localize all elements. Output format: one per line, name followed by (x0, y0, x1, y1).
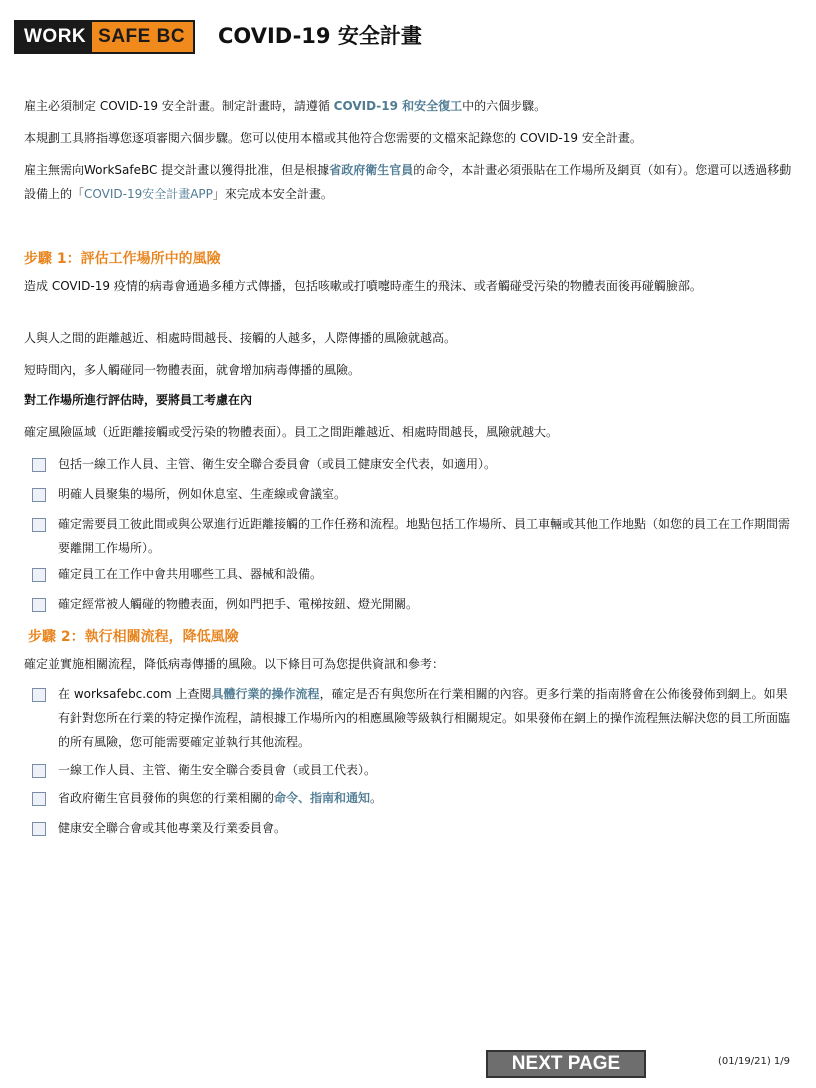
logo-safebc-text: SAFE BC (92, 22, 193, 52)
checkbox[interactable] (32, 488, 46, 502)
checkbox[interactable] (32, 764, 46, 778)
step2-checklist-item: 一線工作人員、主管、衛生安全聯合委員會（或員工代表）。 (32, 758, 792, 782)
step1-checklist-item: 明確人員聚集的場所，例如休息室、生產線或會議室。 (32, 482, 792, 506)
step1-checklist-item: 包括一線工作人員、主管、衛生安全聯合委員會（或員工健康安全代表，如適用）。 (32, 452, 792, 476)
step2-checklist-item: 健康安全聯合會或其他專業及行業委員會。 (32, 816, 792, 840)
logo (14, 20, 195, 54)
intro-paragraph-3: 雇主無需向WorkSafeBC 提交計畫以獲得批准，但是根據省政府衛生官員的命令，本計畫必須張貼在工作場所及網頁（如有）。您還可以透過移動設備上的「COVID-19安全計畫APP」來完成本安全計畫。 (24, 163, 792, 201)
checkbox[interactable] (32, 792, 46, 806)
intro-paragraph-2: 本規劃工具將指導您逐項審閱六個步驟。您可以使用本檔或其他符合您需要的文檔來記錄您的 COVID-19 安全計畫。 (24, 131, 642, 145)
covid-restart-link[interactable]: COVID-19 和安全復工 (333, 99, 463, 113)
checkbox[interactable] (32, 688, 46, 702)
checkbox[interactable] (32, 458, 46, 472)
checkbox[interactable] (32, 598, 46, 612)
step1-paragraph-3: 短時間內，多人觸碰同一物體表面，就會增加病毒傳播的風險。 (24, 363, 361, 377)
page-title: COVID-19 安全計畫 (218, 24, 422, 48)
industry-protocols-link[interactable]: 具體行業的操作流程 (211, 687, 320, 701)
step1-heading: 步驟 1：評估工作場所中的風險 (24, 251, 221, 267)
logo-work-text: WORK (16, 22, 92, 52)
step1-checklist-item: 確定員工在工作中會共用哪些工具、器械和設備。 (32, 562, 792, 586)
orders-guidance-link[interactable]: 命令、指南和通知 (274, 791, 371, 805)
checkbox[interactable] (32, 822, 46, 836)
intro-paragraph-1: 雇主必須制定 COVID-19 安全計畫。制定計畫時，請遵循 COVID-19 和安全復工中的六個步驟。 (24, 99, 547, 113)
safety-plan-app-link[interactable]: COVID-19安全計畫APP (84, 187, 213, 201)
step2-paragraph-1: 確定並實施相關流程，降低病毒傳播的風險。以下條目可為您提供資訊和參考： (24, 657, 445, 671)
checkbox[interactable] (32, 568, 46, 582)
step1-paragraph-5: 確定風險區域（近距離接觸或受污染的物體表面）。員工之間距離越近、相處時間越長，風險就越大。 (24, 425, 559, 439)
step1-paragraph-4: 對工作場所進行評估時，要將員工考慮在內 (24, 393, 253, 407)
next-page-button[interactable]: NEXT PAGE (486, 1050, 646, 1078)
step2-checklist-item: 在 worksafebc.com 上查閱具體行業的操作流程，確定是否有與您所在行業相關的內容。更多行業的指南將會在公佈後發佈到網上。如果有針對您所在行業的特定操作流程，請根據工作場所內的相應風險等級執行相關規定。如果發佈在網上的操作流程無法解決您的員工所面臨的所有風險，您可能需要確定並執行其他流程。 (32, 682, 792, 754)
checkbox[interactable] (32, 518, 46, 532)
step1-checklist-item: 確定需要員工彼此間或與公眾進行近距離接觸的工作任務和流程。地點包括工作場所、員工車輛或其他工作地點（如您的員工在工作期間需要離開工作場所）。 (32, 512, 792, 560)
step2-checklist-item: 省政府衛生官員發佈的與您的行業相關的命令、指南和通知。 (32, 786, 792, 810)
step1-paragraph-1: 造成 COVID-19 疫情的病毒會通過多種方式傳播，包括咳嗽或打噴嚏時產生的飛沫、或者觸碰受污染的物體表面後再碰觸臉部。 (24, 279, 702, 293)
health-officer-link[interactable]: 省政府衛生官員 (329, 163, 414, 177)
step1-paragraph-2: 人與人之間的距離越近、相處時間越長、接觸的人越多，人際傳播的風險就越高。 (24, 331, 457, 345)
step2-heading: 步驟 2：執行相關流程，降低風險 (28, 629, 239, 645)
step1-checklist-item: 確定經常被人觸碰的物體表面，例如門把手、電梯按鈕、燈光開關。 (32, 592, 792, 616)
page-number: (01/19/21) 1/9 (718, 1056, 790, 1067)
